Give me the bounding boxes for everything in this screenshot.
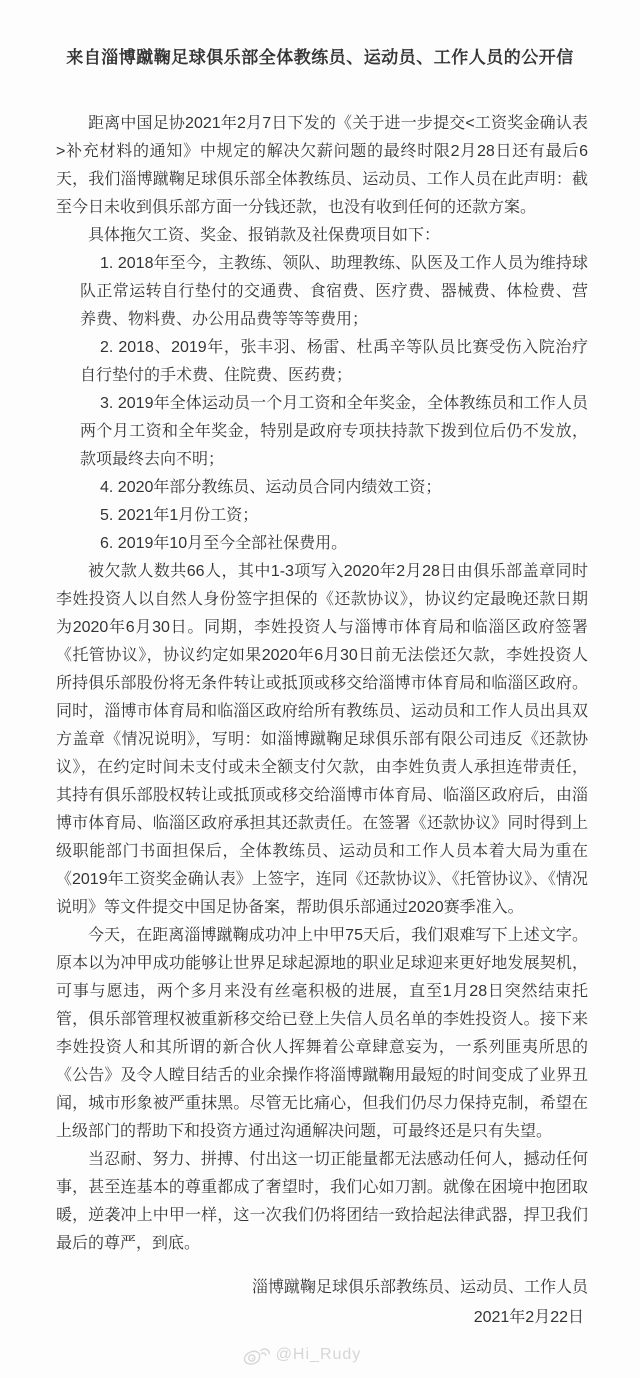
paragraph-resolve: 当忍耐、努力、拼搏、付出这一切正能量都无法感动任何人，撼动任何事，甚至连基本的尊重都成了奢望时，我们心如刀割。就像在困境中抱团取暖，逆袭冲上中甲一样，这一次我们仍将团结一致拾起法律武器，捍卫我们最后的尊严，到底。 — [56, 1151, 588, 1252]
debt-item-2: 2. 2018、2019年，张丰羽、杨雷、杜禹辛等队员比赛受伤入院治疗自行垫付的手术费、住院费、医药费； — [80, 339, 588, 384]
signature-line: 淄博蹴鞠足球俱乐部教练员、运动员、工作人员 — [251, 1279, 588, 1296]
letter-date: 2021年2月22日 — [473, 1309, 584, 1326]
paragraph-agreements: 被欠款人数共66人，其中1-3项写入2020年2月28日由俱乐部盖章同时李姓投资人以自然人身份签字担保的《还款协议》，协议约定最晚还款日期为2020年6月30日。同期，李姓投资人与淄博市体育局和临淄区政府签署《托管协议》，协议约定如果2020年6月30日前无法偿还欠款，李姓投资人所持俱乐部股份将无条件转让或抵顶或移交给淄博市体育局和临淄区政府。同时，淄博市体育局和临淄区政府给所有教练员、运动员和工作人员出具双方盖章《情况说明》，写明：如淄博蹴鞠足球俱乐部有限公司违反《还款协议》，在约定时间未支付或未全额支付欠款，由李姓负责人承担连带责任，其持有俱乐部股权转让或抵顶或移交给淄博市体育局、临淄区政府后，由淄博市体育局、临淄区政府承担其还款责任。在签署《还款协议》同时得到上级职能部门书面担保后，全体教练员、运动员和工作人员本着大局为重在《2019年工资奖金确认表》上签字，连同《还款协议》、《托管协议》、《情况说明》等文件提交中国足协备案，帮助俱乐部通过2020赛季准入。 — [56, 563, 588, 916]
paragraph-current-situation: 今天，在距离淄博蹴鞠成功冲上中甲75天后，我们艰难写下上述文字。原本以为冲甲成功能够让世界足球起源地的职业足球迎来更好地发展契机，可事与愿违，两个多月来没有丝毫积极的进展，直至1月28日突然结束托管，俱乐部管理权被重新移交给已登上失信人员名单的李姓投资人。接下来李姓投资人和其所谓的新合伙人挥舞着公章肆意妄为，一系列匪夷所思的《公告》及令人瞠目结舌的业余操作将淄博蹴鞠用最短的时间变成了业界丑闻，城市形象被严重抹黑。尽管无比痛心，但我们仍尽力保持克制，希望在上级部门的帮助下和投资方通过沟通解决问题，可最终还是只有失望。 — [56, 927, 588, 1140]
paragraph-intro: 距离中国足协2021年2月7日下发的《关于进一步提交<工资奖金确认表>补充材料的通知》中规定的解决欠薪问题的最终时限2月28日还有最后6天，我们淄博蹴鞠足球俱乐部全体教练员、运动员、工作人员在此声明：截至今日未收到俱乐部方面一分钱还款，也没有收到任何的还款方案。 — [56, 115, 588, 216]
debt-item-1: 1. 2018年至今，主教练、领队、助理教练、队医及工作人员为维持球队正常运转自行垫付的交通费、食宿费、医疗费、器械费、体检费、营养费、物料费、办公用品费等等等费用； — [80, 255, 588, 328]
debt-item-6: 6. 2019年10月至今全部社保费用。 — [100, 535, 348, 552]
watermark-handle: @Hi_Rudy — [275, 1346, 362, 1363]
weibo-logo-icon — [243, 1344, 270, 1366]
paragraph-list-intro: 具体拖欠工资、奖金、报销款及社保费项目如下： — [88, 227, 441, 244]
letter-title: 来自淄博蹴鞠足球俱乐部全体教练员、运动员、工作人员的公开信 — [66, 48, 574, 67]
debt-item-5: 5. 2021年1月份工资； — [100, 507, 259, 524]
debt-item-4: 4. 2020年部分教练员、运动员合同内绩效工资； — [100, 479, 442, 496]
letter-body — [56, 110, 588, 1332]
watermark — [0, 1344, 622, 1366]
debt-item-3: 3. 2019年全体运动员一个月工资和全年奖金，全体教练员和工作人员两个月工资和全年奖金，特别是政府专项扶持款下拨到位后仍不发放，款项最终去向不明； — [80, 395, 588, 468]
